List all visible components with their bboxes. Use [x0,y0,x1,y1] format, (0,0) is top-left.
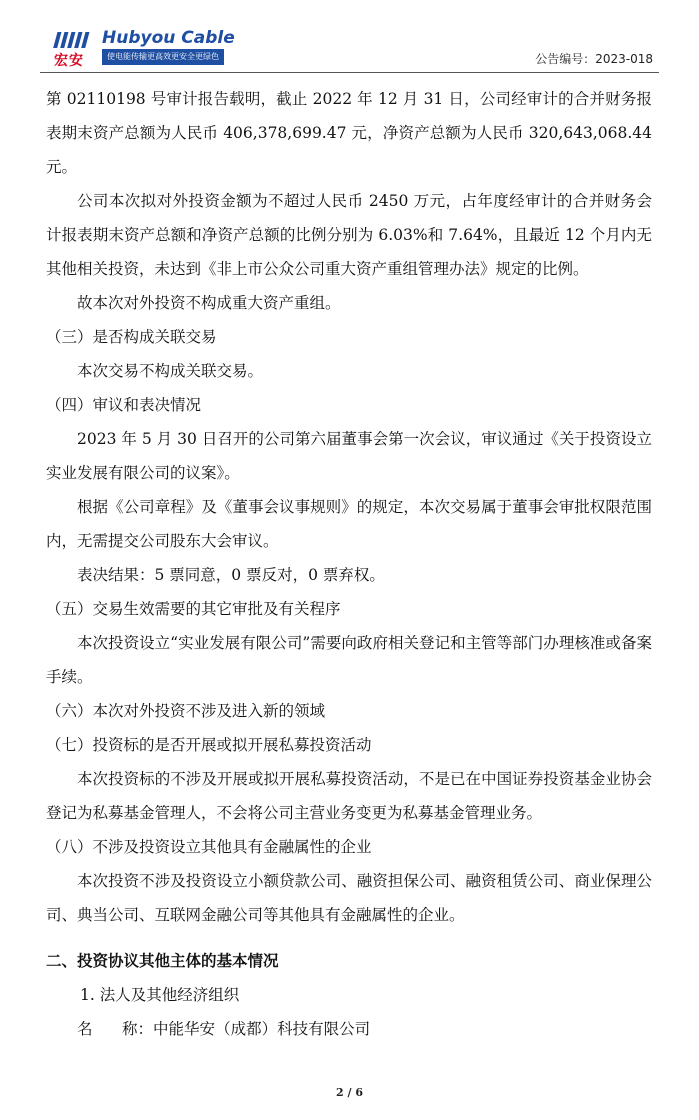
header-divider [40,72,659,73]
logo-brand-cn: 宏安 [54,53,84,69]
page-number: 2 / 6 [336,1086,363,1099]
logo-brand-en: Hubyou Cable [102,28,235,48]
paragraph-investment-ratio: 公司本次拟对外投资金额为不超过人民币 2450 万元，占年度经审计的合并财务会计报表期末资产总额和净资产总额的比例分别为 6.03%和 7.64%，且最近 12 个月内无其他相关投资，未达到《非上市公众公司重大资产重组管理办法》规定的比例。 [46,192,652,278]
paragraph-private-fund: 本次投资标的不涉及开展或拟开展私募投资活动，不是已在中国证券投资基金业协会登记为私募基金管理人，不会将公司主营业务变更为私募基金管理业务。 [46,770,652,822]
paragraph-authority: 根据《公司章程》及《董事会议事规则》的规定，本次交易属于董事会审批权限范围内，无需提交公司股东大会审议。 [46,498,652,550]
section-gap [46,932,652,944]
heading-financial-attribute: （八）不涉及投资设立其他具有金融属性的企业 [46,838,372,856]
company-logo [52,28,235,69]
heading-related-transaction: （三）是否构成关联交易 [46,328,217,346]
paragraph-approval: 本次投资设立“实业发展有限公司”需要向政府相关登记和主管等部门办理核准或备案手续。 [46,634,652,686]
notice-number: 公告编号：2023-018 [535,52,653,66]
paragraph-vote-result: 表决结果：5 票同意，0 票反对，0 票弃权。 [77,566,385,584]
heading-review-vote: （四）审议和表决情况 [46,396,202,414]
document-body [46,82,652,1046]
paragraph-no-restructure: 故本次对外投资不构成重大资产重组。 [77,294,341,312]
paragraph-audit: 第 02110198 号审计报告载明，截止 2022 年 12 月 31 日，公司经审计的合并财务报表期末资产总额为人民币 406,378,699.47 元，净资产总额为人民币 320,643,068.44 元。 [46,90,652,176]
heading-new-field: （六）本次对外投资不涉及进入新的领域 [46,702,326,720]
paragraph-financial-attribute: 本次投资不涉及投资设立小额贷款公司、融资担保公司、融资租赁公司、商业保理公司、典当公司、互联网金融公司等其他具有金融属性的企业。 [46,872,652,924]
heading-approval: （五）交易生效需要的其它审批及有关程序 [46,600,341,618]
counterparty-name: 名 称：中能华安（成都）科技有限公司 [77,1020,371,1038]
paragraph-board-meeting: 2023 年 5 月 30 日召开的公司第六届董事会第一次会议，审议通过《关于投资设立实业发展有限公司的议案》。 [46,430,652,482]
logo-slogan: 使电能传输更高效更安全更绿色 [102,49,224,65]
section-two-title: 二、投资协议其他主体的基本情况 [46,952,279,970]
page-header [0,0,699,74]
heading-private-fund: （七）投资标的是否开展或拟开展私募投资活动 [46,736,372,754]
subsection-legal-entity: 1. 法人及其他经济组织 [80,986,240,1004]
paragraph-related-transaction: 本次交易不构成关联交易。 [77,362,264,380]
